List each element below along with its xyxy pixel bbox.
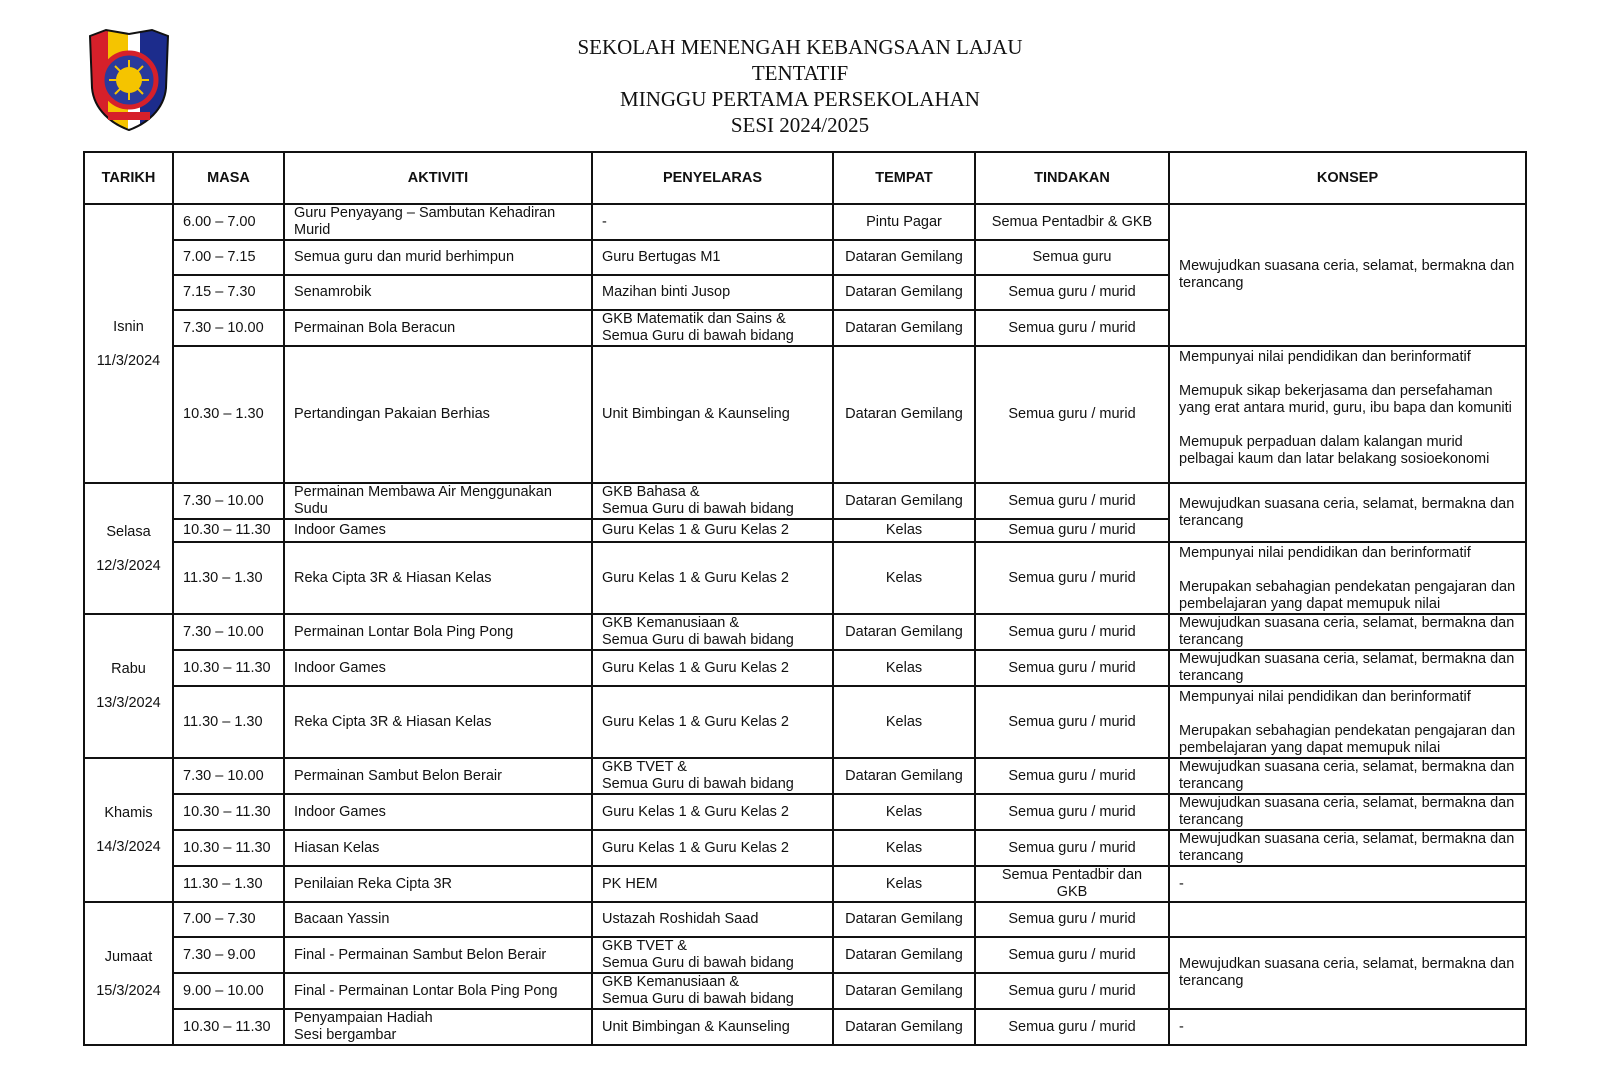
school-name: SEKOLAH MENENGAH KEBANGSAAN LAJAU [577,35,1023,59]
konsep-cell: Mempunyai nilai pendidikan dan berinformatif Merupakan sebahagian pendekatan pengajaran dan pembelajaran yang dapat memupuk nilai [1169,686,1526,758]
aktiviti-cell: Indoor Games [284,519,592,542]
tempat-cell: Dataran Gemilang [833,240,975,275]
aktiviti-cell: Reka Cipta 3R & Hiasan Kelas [284,686,592,758]
masa-cell: 11.30 – 1.30 [173,866,284,902]
table-row [84,937,1526,973]
penyelaras-cell: Guru Kelas 1 & Guru Kelas 2 [592,830,833,866]
tindakan-cell: Semua guru / murid [975,346,1169,483]
aktiviti-cell: Permainan Membawa Air Menggunakan Sudu [284,483,592,519]
table-row [84,902,1526,937]
masa-cell: 7.30 – 10.00 [173,758,284,794]
tindakan-cell: Semua guru / murid [975,542,1169,614]
penyelaras-cell: GKB TVET & Semua Guru di bawah bidang [592,937,833,973]
aktiviti-cell: Guru Penyayang – Sambutan Kehadiran Murid [284,204,592,240]
konsep-cell [1169,902,1526,937]
aktiviti-cell: Permainan Bola Beracun [284,310,592,346]
tempat-cell: Dataran Gemilang [833,346,975,483]
date-cell-rabu [84,614,173,758]
masa-cell: 9.00 – 10.00 [173,973,284,1009]
aktiviti-cell: Penyampaian Hadiah Sesi bergambar [284,1009,592,1045]
day-label: Rabu [111,661,146,677]
table-row [84,614,1526,650]
tindakan-cell: Semua guru / murid [975,614,1169,650]
table-row [84,1009,1526,1045]
doc-title: MINGGU PERTAMA PERSEKOLAHAN [620,87,980,111]
aktiviti-cell: Indoor Games [284,794,592,830]
tempat-cell: Dataran Gemilang [833,275,975,310]
penyelaras-cell: GKB Bahasa & Semua Guru di bawah bidang [592,483,833,519]
date-cell-jumaat [84,902,173,1045]
tempat-cell: Dataran Gemilang [833,902,975,937]
table-row [84,758,1526,794]
penyelaras-cell: GKB Kemanusiaan & Semua Guru di bawah bidang [592,973,833,1009]
penyelaras-cell: - [592,204,833,240]
tempat-cell: Kelas [833,866,975,902]
session-label: SESI 2024/2025 [730,113,870,137]
masa-cell: 7.30 – 9.00 [173,937,284,973]
school-crest-logo [86,28,172,132]
schedule-table [83,151,1527,1046]
date-label: 14/3/2024 [96,839,161,855]
tindakan-cell: Semua guru / murid [975,830,1169,866]
tindakan-cell: Semua guru / murid [975,902,1169,937]
day-label: Isnin [113,318,144,335]
masa-cell: 7.15 – 7.30 [173,275,284,310]
masa-cell: 7.30 – 10.00 [173,483,284,519]
header-penyelaras: PENYELARAS [592,152,833,204]
date-cell-selasa [84,483,173,614]
aktiviti-cell: Final - Permainan Lontar Bola Ping Pong [284,973,592,1009]
tempat-cell: Kelas [833,686,975,758]
konsep-cell: Mewujudkan suasana ceria, selamat, bermakna dan terancang [1169,204,1526,346]
konsep-cell: - [1169,866,1526,902]
table-row [84,542,1526,614]
tindakan-cell: Semua guru [975,240,1169,275]
konsep-cell: Mewujudkan suasana ceria, selamat, bermakna dan terancang [1169,937,1526,1009]
table-row [84,686,1526,758]
masa-cell: 7.00 – 7.15 [173,240,284,275]
table-row [84,866,1526,902]
aktiviti-cell: Final - Permainan Sambut Belon Berair [284,937,592,973]
tindakan-cell: Semua guru / murid [975,794,1169,830]
penyelaras-cell: Unit Bimbingan & Kaunseling [592,1009,833,1045]
penyelaras-cell: GKB TVET & Semua Guru di bawah bidang [592,758,833,794]
masa-cell: 7.30 – 10.00 [173,310,284,346]
konsep-cell: Mempunyai nilai pendidikan dan berinformatif Merupakan sebahagian pendekatan pengajaran dan pembelajaran yang dapat memupuk nilai [1169,542,1526,614]
masa-cell: 7.00 – 7.30 [173,902,284,937]
tindakan-cell: Semua guru / murid [975,973,1169,1009]
table-row [84,650,1526,686]
tempat-cell: Dataran Gemilang [833,310,975,346]
table-row [84,483,1526,519]
tempat-cell: Pintu Pagar [833,204,975,240]
date-label: 11/3/2024 [96,352,161,369]
aktiviti-cell: Permainan Lontar Bola Ping Pong [284,614,592,650]
tindakan-cell: Semua guru / murid [975,1009,1169,1045]
tindakan-cell: Semua guru / murid [975,937,1169,973]
konsep-cell: Mewujudkan suasana ceria, selamat, bermakna dan terancang [1169,830,1526,866]
penyelaras-cell: Guru Kelas 1 & Guru Kelas 2 [592,519,833,542]
penyelaras-cell: Unit Bimbingan & Kaunseling [592,346,833,483]
masa-cell: 11.30 – 1.30 [173,542,284,614]
konsep-cell: Mewujudkan suasana ceria, selamat, bermakna dan terancang [1169,483,1526,542]
tempat-cell: Dataran Gemilang [833,937,975,973]
konsep-cell: - [1169,1009,1526,1045]
date-cell-khamis [84,758,173,902]
aktiviti-cell: Hiasan Kelas [284,830,592,866]
konsep-cell: Mempunyai nilai pendidikan dan berinformatif Memupuk sikap bekerjasama dan persefahaman yang erat antara murid, guru, ibu bapa dan komuniti Memupuk perpaduan dalam kalangan murid pelbagai kaum dan latar belakang sosioekonomi [1169,346,1526,483]
tempat-cell: Dataran Gemilang [833,614,975,650]
masa-cell: 10.30 – 1.30 [173,346,284,483]
table-row [84,204,1526,240]
penyelaras-cell: Guru Kelas 1 & Guru Kelas 2 [592,794,833,830]
header-tempat: TEMPAT [833,152,975,204]
tindakan-cell: Semua guru / murid [975,483,1169,519]
tindakan-cell: Semua Pentadbir dan GKB [975,866,1169,902]
masa-cell: 10.30 – 11.30 [173,830,284,866]
date-cell-isnin [84,204,173,483]
penyelaras-cell: Mazihan binti Jusop [592,275,833,310]
tempat-cell: Dataran Gemilang [833,1009,975,1045]
penyelaras-cell: GKB Matematik dan Sains & Semua Guru di bawah bidang [592,310,833,346]
day-label: Khamis [104,805,153,821]
tempat-cell: Dataran Gemilang [833,758,975,794]
masa-cell: 10.30 – 11.30 [173,650,284,686]
aktiviti-cell: Pertandingan Pakaian Berhias [284,346,592,483]
day-label: Jumaat [104,948,153,965]
aktiviti-cell: Permainan Sambut Belon Berair [284,758,592,794]
konsep-cell: Mewujudkan suasana ceria, selamat, bermakna dan terancang [1169,794,1526,830]
tempat-cell: Kelas [833,519,975,542]
penyelaras-cell: Ustazah Roshidah Saad [592,902,833,937]
table-header-row [84,152,1526,204]
doc-subtitle: TENTATIF [751,61,849,85]
tindakan-cell: Semua Pentadbir & GKB [975,204,1169,240]
header-tindakan: TINDAKAN [975,152,1169,204]
tindakan-cell: Semua guru / murid [975,686,1169,758]
day-label: Selasa [106,523,151,540]
tindakan-cell: Semua guru / murid [975,275,1169,310]
header-aktiviti: AKTIVITI [284,152,592,204]
tempat-cell: Kelas [833,650,975,686]
tindakan-cell: Semua guru / murid [975,650,1169,686]
tempat-cell: Kelas [833,794,975,830]
tempat-cell: Dataran Gemilang [833,483,975,519]
penyelaras-cell: Guru Kelas 1 & Guru Kelas 2 [592,686,833,758]
header-masa: MASA [173,152,284,204]
masa-cell: 10.30 – 11.30 [173,519,284,542]
aktiviti-cell: Senamrobik [284,275,592,310]
aktiviti-cell: Penilaian Reka Cipta 3R [284,866,592,902]
konsep-cell: Mewujudkan suasana ceria, selamat, bermakna dan terancang [1169,758,1526,794]
masa-cell: 10.30 – 11.30 [173,1009,284,1045]
penyelaras-cell: Guru Kelas 1 & Guru Kelas 2 [592,542,833,614]
date-label: 13/3/2024 [96,695,161,711]
aktiviti-cell: Semua guru dan murid berhimpun [284,240,592,275]
tindakan-cell: Semua guru / murid [975,519,1169,542]
penyelaras-cell: GKB Kemanusiaan & Semua Guru di bawah bidang [592,614,833,650]
header-konsep: KONSEP [1169,152,1526,204]
table-row [84,794,1526,830]
masa-cell: 7.30 – 10.00 [173,614,284,650]
tempat-cell: Dataran Gemilang [833,973,975,1009]
aktiviti-cell: Bacaan Yassin [284,902,592,937]
document-header [480,34,1120,138]
aktiviti-cell: Indoor Games [284,650,592,686]
penyelaras-cell: Guru Kelas 1 & Guru Kelas 2 [592,650,833,686]
date-label: 12/3/2024 [96,557,161,574]
aktiviti-cell: Reka Cipta 3R & Hiasan Kelas [284,542,592,614]
masa-cell: 10.30 – 11.30 [173,794,284,830]
tempat-cell: Kelas [833,542,975,614]
penyelaras-cell: PK HEM [592,866,833,902]
penyelaras-cell: Guru Bertugas M1 [592,240,833,275]
table-row [84,346,1526,483]
masa-cell: 11.30 – 1.30 [173,686,284,758]
tempat-cell: Kelas [833,830,975,866]
konsep-cell: Mewujudkan suasana ceria, selamat, bermakna dan terancang [1169,614,1526,650]
date-label: 15/3/2024 [96,982,161,999]
konsep-cell: Mewujudkan suasana ceria, selamat, bermakna dan terancang [1169,650,1526,686]
table-row [84,830,1526,866]
masa-cell: 6.00 – 7.00 [173,204,284,240]
tindakan-cell: Semua guru / murid [975,310,1169,346]
tindakan-cell: Semua guru / murid [975,758,1169,794]
header-tarikh: TARIKH [84,152,173,204]
